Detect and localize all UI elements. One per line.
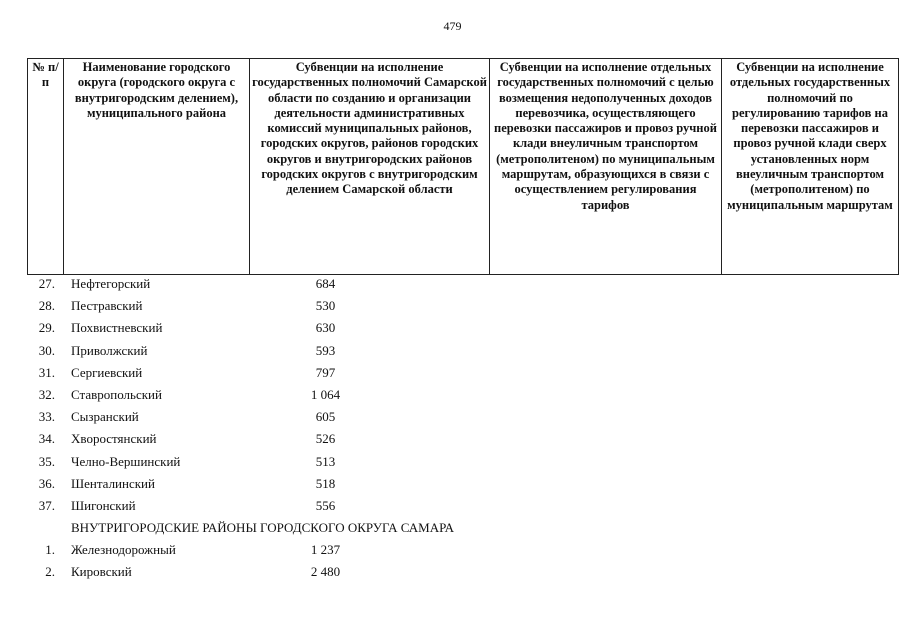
- table-row: [27, 273, 898, 295]
- table-row: [27, 295, 898, 317]
- row-number: 34.: [38, 431, 55, 447]
- row-number: 37.: [38, 497, 55, 513]
- row-value: 593: [315, 342, 336, 358]
- table-body: [27, 273, 898, 584]
- header-subvention-carrier-compensation: Субвенции на исполнение отдельных государственных полномочий с целью возмещения недополученных доходов перевозчика, осуществляющего перевозки пассажиров и провоз ручной клади внеуличным транспортом (метрополитеном) по муниципальным маршрутам, образующихся в связи с осуществлением регулирования тарифов: [490, 59, 722, 275]
- row-number: 36.: [38, 475, 55, 491]
- row-number: 30.: [38, 342, 55, 358]
- row-value: 797: [315, 364, 336, 380]
- header-subvention-tariff-regulation: Субвенции на исполнение отдельных государственных полномочий по регулированию тарифов на перевозки пассажиров и провоз ручной клади сверх установленных норм внеуличным транспортом (метрополитеном) по муниципальным маршрутам: [722, 59, 899, 275]
- row-name: Кировский: [71, 564, 132, 580]
- section-title: ВНУТРИГОРОДСКИЕ РАЙОНЫ ГОРОДСКОГО ОКРУГА САМАРА: [71, 520, 455, 536]
- row-name: Сергиевский: [71, 364, 143, 380]
- row-name: Пестравский: [71, 298, 143, 314]
- page-number: 479: [443, 19, 462, 33]
- row-name: Челно-Вершинский: [71, 453, 181, 469]
- table-row: [27, 495, 898, 517]
- row-name: Железнодорожный: [71, 542, 176, 558]
- row-value: 556: [315, 497, 336, 513]
- row-name: Похвистневский: [71, 320, 163, 336]
- row-value: 684: [315, 276, 336, 291]
- table-row: [27, 384, 898, 406]
- row-number: 33.: [38, 409, 55, 425]
- table-row: [27, 473, 898, 495]
- row-name: Хворостянский: [71, 431, 157, 447]
- row-name: Сызранский: [71, 409, 139, 425]
- row-number: 2.: [45, 564, 55, 580]
- row-name: Шигонский: [71, 497, 136, 513]
- row-number: 28.: [38, 298, 55, 314]
- row-number: 35.: [38, 453, 55, 469]
- row-value: 530: [315, 298, 336, 314]
- row-value: 630: [315, 320, 336, 336]
- table-row: [27, 406, 898, 428]
- row-value: 1 064: [310, 386, 341, 402]
- table-row: [27, 539, 898, 561]
- table-row: [27, 362, 898, 384]
- row-value: 605: [315, 409, 336, 425]
- row-value: 526: [315, 431, 336, 447]
- table-row: [27, 340, 898, 362]
- row-value: 518: [315, 475, 336, 491]
- header-number: № п/п: [28, 59, 64, 275]
- row-value: 2 480: [310, 564, 341, 580]
- row-value: 1 237: [310, 542, 341, 558]
- table-row: [27, 561, 898, 583]
- row-number: 27.: [38, 276, 55, 291]
- row-number: 29.: [38, 320, 55, 336]
- row-number: 31.: [38, 364, 55, 380]
- header-subvention-admin-commissions: Субвенции на исполнение государственных полномочий Самарской области по созданию и организации деятельности административных комиссий муниципальных районов, городских округов, районов городских округов и внутригородских районов городских округов с внутригородским делением Самарской области: [250, 59, 490, 275]
- row-number: 32.: [38, 386, 55, 402]
- row-name: Шенталинский: [71, 475, 155, 491]
- row-name: Нефтегорский: [71, 276, 151, 291]
- row-value: 513: [315, 453, 336, 469]
- table-row: [27, 451, 898, 473]
- table-header: [27, 58, 899, 275]
- row-number: 1.: [45, 542, 55, 558]
- row-name: Приволжский: [71, 342, 148, 358]
- table-row: [27, 428, 898, 450]
- table-row: [27, 317, 898, 339]
- row-name: Ставропольский: [71, 386, 162, 402]
- header-name: Наименование городского округа (городского округа с внутригородским делением), муниципального района: [64, 59, 250, 275]
